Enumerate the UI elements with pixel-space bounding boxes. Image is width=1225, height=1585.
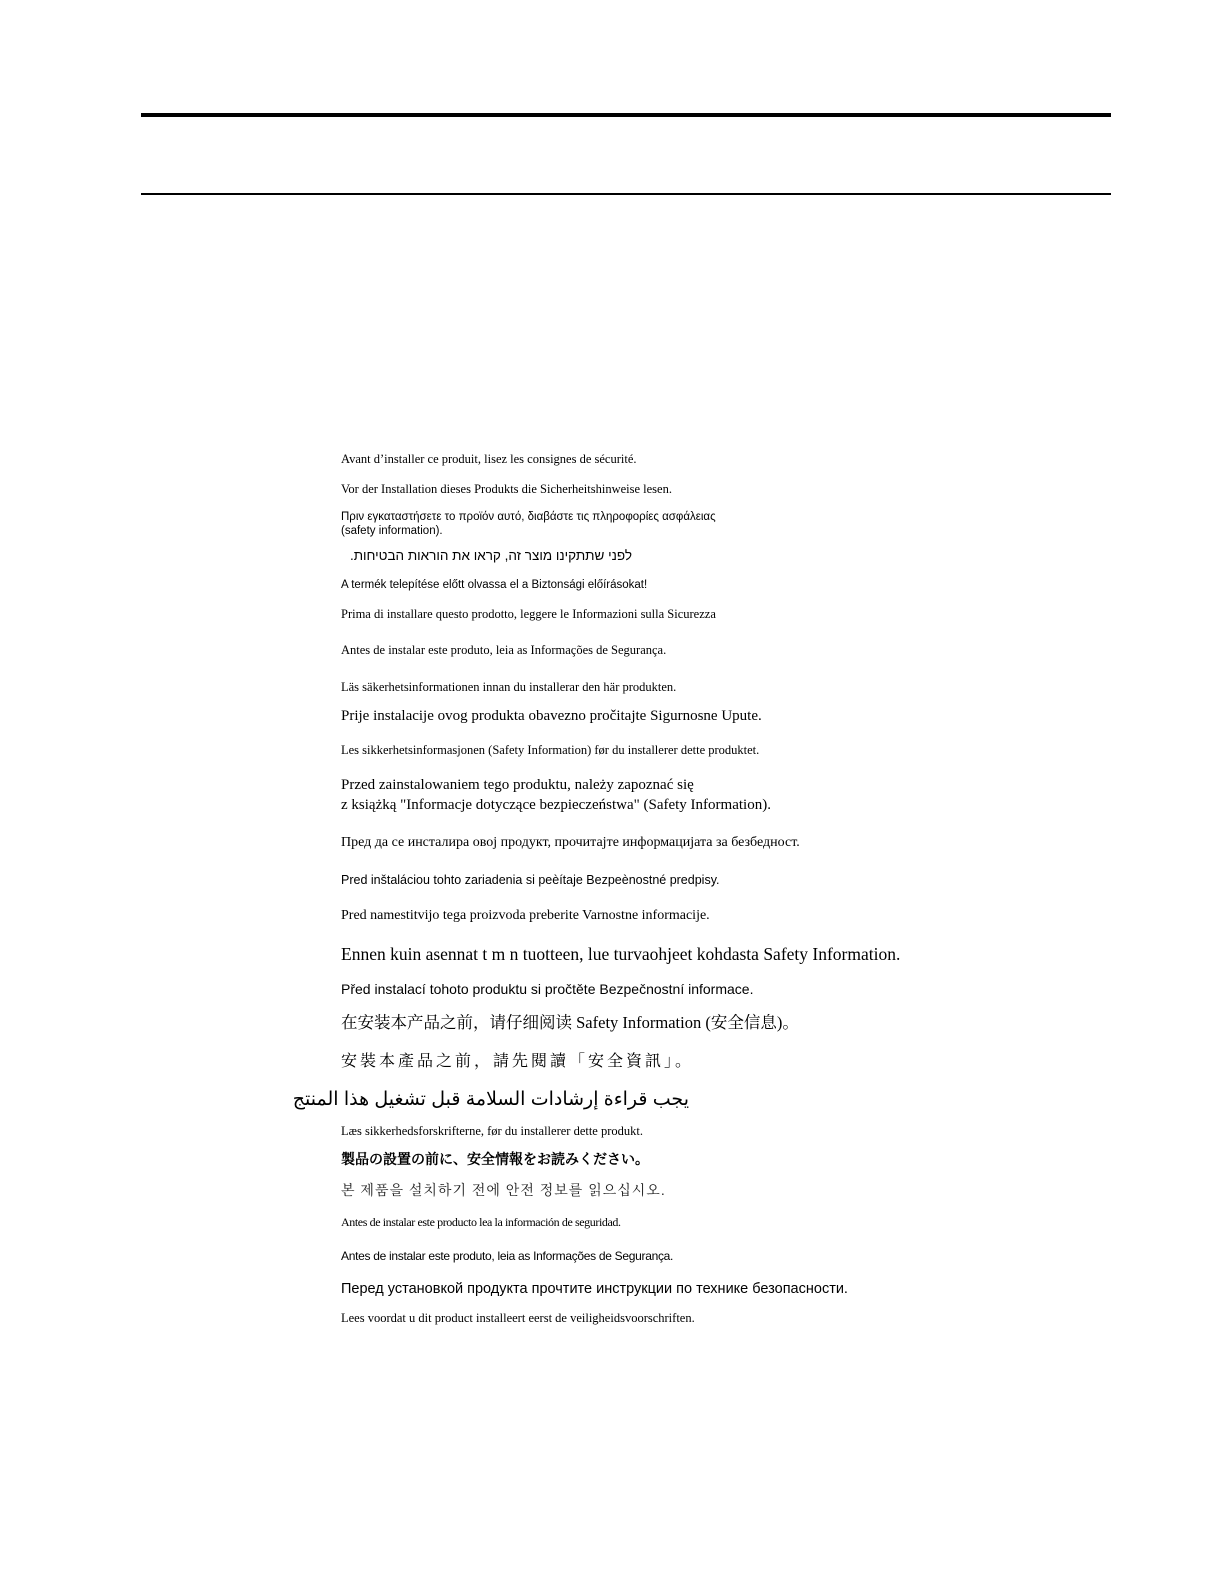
notice-norwegian: Les sikkerhetsinformasjonen (Safety Information) før du installerer dette produktet. [341, 743, 760, 757]
notice-japanese: 製品の設置の前に、安全情報をお読みください。 [341, 1151, 649, 1167]
notice-croatian: Prije instalacije ovog produkta obavezno pročitajte Sigurnosne Upute. [341, 708, 762, 724]
notice-hungarian: A termék telepítése előtt olvassa el a Biztonsági előírásokat! [341, 579, 648, 591]
notice-korean: 본 제품을 설치하기 전에 안전 정보를 읽으십시오. [341, 1182, 666, 1198]
notice-finnish: Ennen kuin asennat t m n tuotteen, lue turvaohjeet kohdasta Safety Information. [341, 944, 901, 964]
notice-greek-line1: Πριν εγκαταστήσετε το προϊόν αυτό, διαβάστε τις πληροφορίες ασφάλειας [341, 511, 716, 523]
notice-portuguese-brazil: Antes de instalar este produto, leia as Informações de Segurança. [341, 1249, 674, 1263]
notice-hebrew: לפני שתתקינו מוצר זה, קראו את הוראות הבטיחות. [349, 548, 632, 563]
notice-chinese-simplified: 在安装本产品之前，请仔细阅读 Safety Information (安全信息)。 [341, 1013, 799, 1032]
header-rule [141, 193, 1111, 195]
notice-arabic: يجب قراءة إرشادات السلامة قبل تشغيل هذا المنتج [292, 1089, 689, 1110]
notice-polish-line2: z książką "Informacje dotyczące bezpieczeństwa" (Safety Information). [341, 797, 771, 813]
notice-swedish: Läs säkerhetsinformationen innan du installerar den här produkten. [341, 680, 677, 694]
notice-french: Avant d’installer ce produit, lisez les consignes de sécurité. [341, 452, 637, 466]
notice-slovenian: Pred namestitvijo tega proizvoda preberite Varnostne informacije. [341, 908, 710, 923]
top-rule [141, 113, 1111, 117]
notice-slovak: Pred inštaláciou tohto zariadenia si peèítaje Bezpeènostné predpisy. [341, 873, 720, 887]
notice-chinese-traditional: 安裝本產品之前，請先閱讀「安全資訊」。 [341, 1053, 695, 1070]
notice-italian: Prima di installare questo prodotto, leggere le Informazioni sulla Sicurezza [341, 607, 716, 621]
notice-macedonian: Пред да се инсталира овој продукт, прочитајте информацијата за безбедност. [341, 835, 800, 850]
notice-czech: Před instalací tohoto produktu si pročtěte Bezpečnostní informace. [341, 981, 754, 997]
notice-greek-line2: (safety information). [341, 525, 443, 537]
notice-portuguese: Antes de instalar este produto, leia as Informações de Segurança. [341, 643, 667, 657]
notice-danish: Læs sikkerhedsforskrifterne, før du installerer dette produkt. [341, 1124, 643, 1138]
notice-spanish: Antes de instalar este producto lea la información de seguridad. [341, 1215, 621, 1229]
notice-russian: Перед установкой продукта прочтите инструкции по технике безопасности. [341, 1281, 848, 1297]
notice-polish-line1: Przed zainstalowaniem tego produktu, należy zapoznać się [341, 777, 694, 793]
notice-german: Vor der Installation dieses Produkts die Sicherheitshinweise lesen. [341, 482, 672, 496]
notice-dutch: Lees voordat u dit product installeert eerst de veiligheidsvoorschriften. [341, 1311, 695, 1325]
